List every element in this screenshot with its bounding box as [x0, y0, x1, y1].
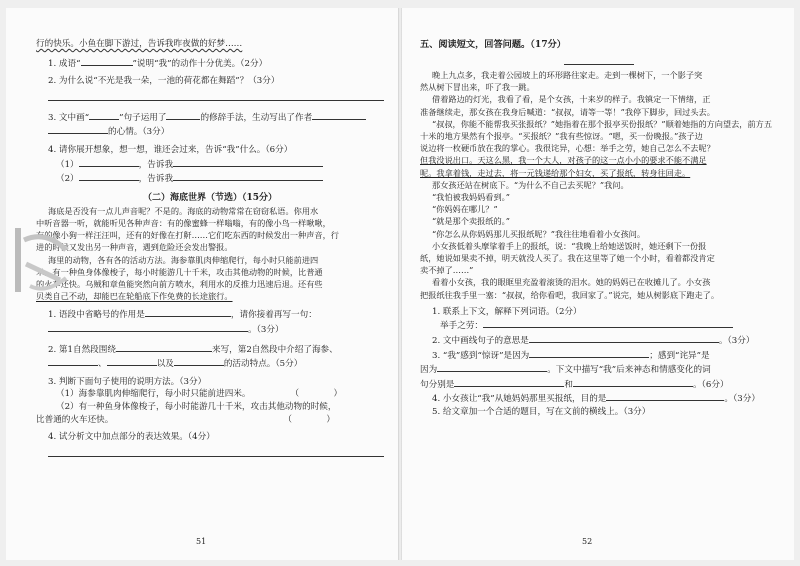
question-1-word: 举手之劳：	[420, 318, 778, 333]
story-line: 呢。我拿着钱，走过去，将一元钱递给那个妇女，买了报纸，转身往回走。	[420, 167, 691, 178]
passage-line: 进的时候又发出另一种声音，遇到危险还会发出警报。	[36, 242, 233, 253]
story-line: 准备继续走，那女孩在我身后喊道：“叔叔，请等一等！”我停下脚步，回过头去。	[420, 106, 715, 117]
left-page	[6, 8, 398, 560]
answer-blank[interactable]	[312, 110, 366, 120]
story-line: “就是那个卖报纸的。”	[432, 216, 510, 227]
story-line: 那女孩还站在树底下。“为什么不自己去买呢？”我问。	[432, 179, 629, 190]
question-4: 4. 小女孩让“我”从她妈妈那里买报纸，目的是 。（3分）	[420, 391, 778, 406]
story-line: “叔叔，你能不能帮我买张报纸？”她指着在那个报亭买份报纸？”顺着她指的方向望去，前方五	[432, 118, 773, 129]
story-line: 晚上九点多，我走着公园坡上的环形路往家走。走到一棵树下，一个影子突	[432, 70, 703, 80]
story-line: 卖不掉了……”	[420, 265, 474, 276]
story-line: 十米的地方果然有个报亭。“买报纸？”我有些惊讶。“嗯，买一份晚报。”孩子边	[420, 131, 703, 142]
story-line: 借着路边的灯光，我看了看，是个女孩，十来岁的样子。我镇定一下情绪，正	[432, 94, 711, 105]
page-number: 52	[582, 537, 593, 546]
sub-question-4: 4. 试分析文中加点部分的表达效果。（4分）	[48, 432, 215, 443]
answer-blank[interactable]	[48, 322, 248, 332]
question-3-cont: 的心情。（3分）	[36, 124, 384, 139]
question-3-cont-2: 句分别是 和 。（6分）	[420, 377, 778, 392]
answer-blank[interactable]	[166, 110, 200, 120]
question-4: 4. 请你展开想象，想一想，谁还会过来，告诉“我”什么。（6分）	[48, 144, 293, 155]
question-2: 2. 文中画线句子的意思是 。（3分）	[420, 333, 778, 348]
story-line: “你妈妈在哪儿？”	[432, 204, 498, 215]
question-1: 1. 联系上下文，解释下列词语。（2分）	[432, 306, 582, 317]
answer-blank[interactable]	[529, 333, 719, 343]
passage-line: 的火车还快。乌贼和章鱼能突然向前方喷水，利用水的反推力迅速后退。还有些	[36, 278, 323, 289]
passage-line: 贝类自己不动，却能巴在轮船底下作免费的长途旅行。	[36, 291, 233, 302]
section-title: （二）海底世界（节选）（15分）	[142, 192, 278, 203]
answer-blank[interactable]	[81, 56, 133, 66]
answer-blank[interactable]	[529, 348, 649, 358]
story-line: 纸，她说如果卖不掉，明天就没人买了。我在这里等了她一个小时，看着都没肯定	[420, 253, 715, 264]
answer-line[interactable]	[48, 88, 384, 101]
sub-question-2-cont: 、 以及 的活动特点。（5分）	[36, 356, 384, 371]
question-5: 5. 给文章加一个合适的题目，写在文前的横线上。（3分）	[432, 407, 651, 418]
question-4-item-2: （2） ，告诉我	[36, 171, 384, 186]
answer-blank[interactable]	[48, 124, 108, 134]
question-1: 1. 成语“ ”说明“我”的动作十分优美。（2分）	[36, 56, 384, 71]
sub-question-1: 1. 语段中省略号的作用是 ，请你接着再写一句：	[36, 307, 384, 322]
page-number: 51	[196, 537, 207, 546]
answer-blank[interactable]	[606, 391, 724, 401]
answer-blank[interactable]	[483, 318, 733, 328]
story-line: “我怕被我妈妈看到。”	[432, 192, 510, 203]
story-line: 然从树下冒出来，吓了我一跳。	[420, 82, 535, 93]
title-blank[interactable]	[564, 56, 634, 65]
passage-line: 中听音器一听，就能听见各种声音：有的像蜜蜂一样嗡嗡，有的像小鸟一样啾啾，	[36, 217, 331, 228]
sub-question-3-item-1: （1）海参靠肌肉伸缩爬行，每小时只能前进四米。 （ ）	[56, 389, 343, 400]
answer-blank[interactable]	[174, 356, 224, 366]
question-4-item-1: （1） ，告诉我	[36, 157, 384, 172]
question-3: 3. 文中画“ ”句子运用了 的修辞手法，生动写出了作者	[36, 110, 384, 125]
story-line: 小女孩低着头摩挲着手上的报纸，说：“我晚上给她送饭时，她还剩下一份报	[432, 240, 707, 251]
story-line: 说边将一枚硬币放在我的掌心。我很诧异，心想：举手之劳，她自己怎么不去呢？	[420, 143, 715, 154]
passage-line: 米。有一种鱼身体像梭子，每小时能游几十千米，攻击其他动物的时候，比普通	[36, 266, 323, 277]
answer-blank[interactable]	[79, 171, 139, 181]
answer-blank[interactable]	[437, 362, 547, 372]
story-line: 看着小女孩，我的眼眶里充盈着滚烫的泪水。她的妈妈已在收摊儿了。小女孩	[432, 277, 711, 288]
story-text	[420, 69, 778, 301]
answer-blank[interactable]	[145, 307, 231, 317]
answer-blank[interactable]	[89, 110, 119, 120]
passage-paragraph-1	[36, 205, 384, 254]
sub-question-3-item-2: （2）有一种鱼身体像梭子，每小时能游几十千米，攻击其他动物的时候，	[56, 401, 337, 412]
question-3-cont: 因为 。下文中描写“我”后来神态和情感变化的词	[420, 362, 778, 377]
passage-paragraph-2	[36, 254, 384, 303]
passage-line: 有的像小狗一样汪汪叫，还有的好像在打鼾……它们吃东西的时候发出一种声音，行	[36, 230, 339, 241]
sub-question-1-cont: 。（3分）	[36, 322, 384, 337]
story-line: 把报纸往我手里一塞：“叔叔，给你看吧，我回家了。”说完，她从树影底下跑走了。	[420, 289, 720, 300]
sub-question-3: 3. 判断下面句子使用的说明方法。（3分）	[48, 376, 207, 387]
passage-line: 海底是否没有一点儿声音呢？不是的。海底的动物常常在窃窃私语。你用水	[48, 205, 319, 216]
story-line: “你怎么从你妈妈那儿买报纸呢？”我往往地看着小女孩问。	[432, 228, 646, 239]
answer-blank[interactable]	[107, 356, 157, 366]
story-line: 但我没说出口。天这么黑，我一个大人，对孩子的这一点小小的要求不能不满足	[420, 155, 707, 166]
sub-question-2: 2. 第1自然段围绕 来写，第2自然段中介绍了海参、	[36, 342, 384, 357]
answer-blank[interactable]	[173, 157, 323, 167]
answer-blank[interactable]	[454, 377, 564, 387]
question-3: 3. “我”感到“惊讶”是因为 ；感到“诧异”是	[420, 348, 778, 363]
answer-blank[interactable]	[173, 171, 323, 181]
school-stamp-icon	[10, 220, 70, 300]
answer-blank[interactable]	[573, 377, 693, 387]
section-heading: 五、阅读短文，回答问题。（17分）	[420, 39, 566, 50]
passage-tail: 行的快乐。小鱼在脚下游过，告诉我昨夜做的好梦……	[36, 39, 243, 49]
answer-paren[interactable]: （ ）	[283, 414, 335, 425]
question-2: 2. 为什么说“不光是我一朵，一池的荷花都在舞蹈”？（3分）	[48, 76, 280, 87]
passage-line: 海里的动物，各有各的活动方法。海参靠肌肉伸缩爬行，每小时只能前进四	[48, 254, 319, 265]
answer-blank[interactable]	[116, 342, 212, 352]
answer-line[interactable]	[48, 444, 384, 457]
answer-paren[interactable]: （ ）	[290, 389, 343, 400]
answer-blank[interactable]	[48, 356, 98, 366]
right-page	[402, 8, 794, 560]
answer-blank[interactable]	[79, 157, 139, 167]
sub-question-3-item-2-cont: 比普通的火车还快。 （ ）	[36, 414, 335, 425]
